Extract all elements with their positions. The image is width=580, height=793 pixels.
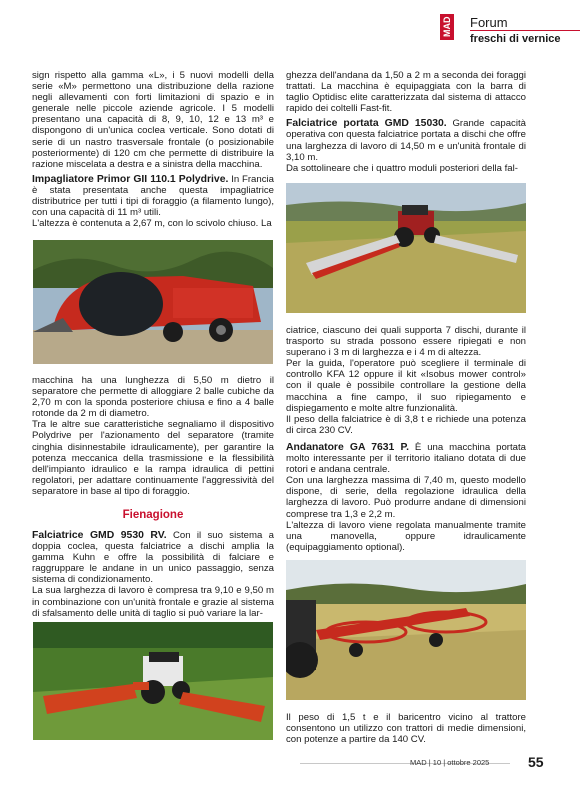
primor-features-paragraph: Tra le altre sue caratteristiche segnaliamo il dispositivo Polydrive per l'azionamento del separatore (tramite cinghia disinnestabile idraulicamente), per garantire la potenza meccanica della trasmissione e la flessibilità dell'impianto idraulico e la rampa idraulica di pettini regolatori, per adattare continuamente l'aggressività del separatore in base al tipo di foraggio. xyxy=(32,419,274,497)
mower-gmd9530-photo xyxy=(33,622,273,740)
mad-logo-tag: MAD xyxy=(440,14,454,40)
ga7631-heading: Andanatore GA 7631 P. xyxy=(286,441,409,453)
ga7631-paragraph xyxy=(286,442,526,475)
gmd15030-text: Grande capacità operativa con questa falciatrice portata a dischi che offre una larghezza di lavoro di 14,50 m e un'unità frontale di 3,10 m. xyxy=(286,118,526,163)
gmd9530-andana-paragraph: ghezza dell'andana da 1,50 a 2 m a seconda dei foraggi trattati. La macchina è equipaggiata con la barra di taglio Optidisc elite caratterizzata dal sistema di attacco rapido dei coltelli Fast-fit. xyxy=(286,70,526,115)
section-title-fienagione: Fienagione xyxy=(122,509,184,521)
col1-top-text xyxy=(32,70,274,229)
page-number: 55 xyxy=(528,754,544,770)
gmd9530-text: Con il suo sistema a doppia coclea, questa falciatrice a dischi amplia la gamma Kuhn e offre la possibilità di falciare e raggruppare le andane in un unico passaggio, senza sistema di condizionamento. xyxy=(32,530,274,586)
col2-middle-text xyxy=(286,325,526,553)
straw-blower-photo xyxy=(33,240,273,364)
gmd9530-width-paragraph: La sua larghezza di lavoro è compresa tra 9,10 e 9,50 m in combinazione con un'unità frontale e grazie al sistema di sfalsamento delle unità di taglio si può variare la lar- xyxy=(32,585,274,619)
ga7631-text: È una macchina portata molto interessante per il territorio italiano dotata di due rotori e andana centrale. xyxy=(286,441,526,476)
col1-bottom-text xyxy=(32,530,274,619)
gmd9530-paragraph xyxy=(32,530,274,585)
ga7631-height-paragraph: L'altezza di lavoro viene regolata manualmente tramite una manovella, oppure idraulicamente (equipaggiamento optional). xyxy=(286,519,526,553)
col2-bottom-text xyxy=(286,712,526,745)
primor-heading: Impagliatore Primor GII 110.1 Polydrive. xyxy=(32,173,229,185)
gmd15030-transport-paragraph: ciatrice, ciascuno dei quali supporta 7 dischi, durante il trasporto su strada possono essere ripiegati e non superano i 3 m di larghezza e i 4 m di altezza. xyxy=(286,325,526,359)
gmd15030-paragraph xyxy=(286,118,526,162)
page-header xyxy=(440,14,580,48)
col1-middle-text xyxy=(32,375,274,497)
ga7631-peso-paragraph: Il peso di 1,5 t e il baricentro vicino al trattore consentono un utilizzo con trattori di medie dimensioni, con potenze a partire da 140 CV. xyxy=(286,712,526,746)
primor-height-paragraph: L'altezza è contenuta a 2,67 m, con lo scivolo chiuso. La xyxy=(32,218,272,230)
gmd15030-peso-paragraph: Il peso della falciatrice è di 3,8 t e richiede una potenza di circa 230 CV. xyxy=(286,413,526,436)
gmd15030-heading: Falciatrice portata GMD 15030. xyxy=(286,118,447,130)
intro-paragraph: sign rispetto alla gamma «L», i 5 nuovi modelli della serie «M» permettono una distribuzione della razione negli allevamenti con forti limitazioni di spazio e in generale nelle piccole aziende agricole. I 5 modelli presentano una capacità di 8, 9, 10, 12 e 13 m³ e dispongono di un'unica coclea verticale. Sono dotati di serie di un nastro trasversale frontale (o posizionabile posteriormente) di 120 cm che permette di distribuire la razione miscelata a destra e a sinistra della macchina. xyxy=(32,70,274,170)
primor-paragraph xyxy=(32,174,274,218)
header-section: Forum xyxy=(470,15,508,30)
header-divider xyxy=(470,30,580,31)
gmd9530-heading: Falciatrice GMD 9530 RV. xyxy=(32,530,167,541)
mower-gmd15030-photo xyxy=(286,183,526,313)
footer-credit: MAD | 10 | ottobre 2025 xyxy=(410,758,490,767)
ga7631-width-paragraph: Con una larghezza massima di 7,40 m, questo modello dispone, di serie, della regolazione idraulica della larghezza di lavoro. Può produrre andane di dimensioni comprese tra 1,3 e 2,2 m. xyxy=(286,475,526,520)
primor-text: In Francia è stata presentata anche questa impagliatrice distributrice per tutti i tipi di foraggio (a filamento lungo), con una capacità di 11 m³ utili. xyxy=(32,173,274,219)
rake-ga7631-photo xyxy=(286,560,526,700)
primor-length-paragraph: macchina ha una lunghezza di 5,50 m dietro il separatore che permette di alloggiare 2 balle cubiche da 2,70 m con la sponda posteriore chiusa e fino a 4 balle rotonde da 2 m di diametro. xyxy=(32,375,274,420)
col2-top-text xyxy=(286,70,526,174)
gmd15030-guida-paragraph: Per la guida, l'operatore può scegliere il terminale di controllo KFA 12 oppure il kit «Isobus mower control» con il quale è possibile controllare la gestione della macchina a fine campo, il suo ripiegamento e dispiegamento e molte altre funzionalità. xyxy=(286,358,526,414)
header-subsection: freschi di vernice xyxy=(470,33,561,45)
gmd15030-modules-paragraph: Da sottolineare che i quattro moduli posteriori della fal- xyxy=(286,162,518,174)
page-footer xyxy=(300,754,550,774)
